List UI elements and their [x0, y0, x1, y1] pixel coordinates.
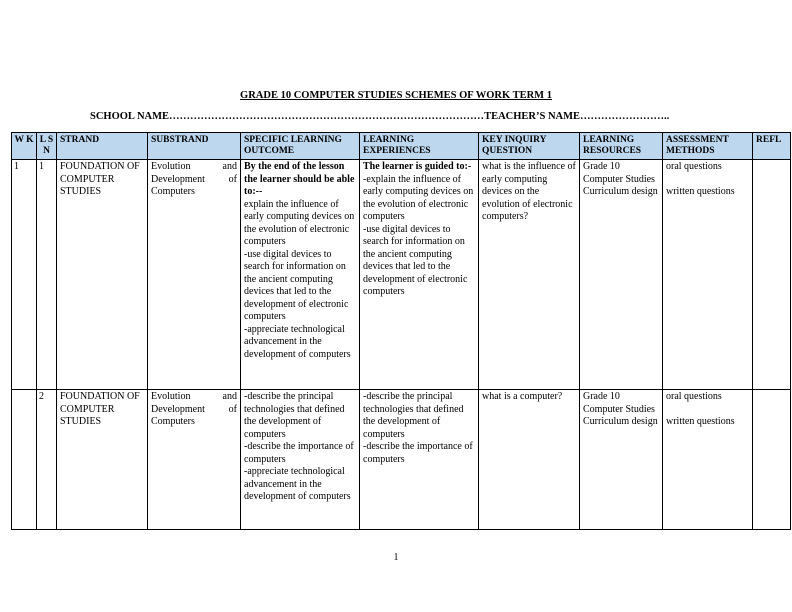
school-name-field: SCHOOL NAME………………………………………………………………………………	[90, 111, 485, 122]
cell-resources: Grade 10 Computer Studies Curriculum design	[580, 160, 663, 390]
header-reflection: REFL	[753, 133, 791, 160]
cell-strand: FOUNDATION OF COMPUTER STUDIES	[57, 390, 148, 530]
header-inquiry: KEY INQUIRY QUESTION	[479, 133, 580, 160]
cell-assessment	[663, 390, 753, 530]
experiences-intro: The learner is guided to:-	[363, 161, 472, 172]
cell-reflection	[753, 390, 791, 530]
cell-inquiry: what is a computer?	[479, 390, 580, 530]
name-fields-line	[90, 111, 669, 122]
outcome-item: explain the influence of early computing devices on the evolution of electronic computers	[244, 198, 355, 247]
cell-outcome	[241, 160, 360, 390]
cell-lesson: 2	[37, 390, 57, 530]
experience-item: -explain the influence of early computing devices on the evolution of electronic computers	[363, 173, 474, 222]
document-title: GRADE 10 COMPUTER STUDIES SCHEMES OF WORK TERM 1	[240, 90, 552, 101]
cell-inquiry: what is the influence of early computing devices on the evolution of electronic computers?	[479, 160, 580, 390]
outcome-item: -describe the principal technologies that defined the development of computers	[244, 391, 345, 440]
teacher-name-field: TEACHER’S NAME……………………..	[484, 111, 670, 122]
header-lesson: L S N	[37, 133, 57, 160]
assessment-item: oral questions	[666, 391, 722, 402]
cell-experiences	[360, 390, 479, 530]
header-assessment: ASSESSMENT METHODS	[663, 133, 753, 160]
cell-lesson: 1	[37, 160, 57, 390]
cell-reflection	[753, 160, 791, 390]
cell-substrand: Evolution and Development of Computers	[148, 160, 241, 390]
header-experiences: LEARNING EXPERIENCES	[360, 133, 479, 160]
cell-week: 1	[12, 160, 37, 390]
outcome-item: -describe the importance of computers	[244, 441, 354, 465]
outcome-intro: By the end of the lesson the learner should be able to:--	[244, 161, 355, 197]
header-substrand: SUBSTRAND	[148, 133, 241, 160]
header-resources: LEARNING RESOURCES	[580, 133, 663, 160]
outcome-item: -appreciate technological advancement in the development of computers	[244, 466, 351, 502]
assessment-item: written questions	[666, 185, 735, 197]
assessment-item: oral questions	[666, 161, 722, 172]
cell-resources: Grade 10 Computer Studies Curriculum design	[580, 390, 663, 530]
outcome-item: -use digital devices to search for information on the ancient computing devices that led to the development of electronic computers	[244, 248, 349, 322]
cell-strand: FOUNDATION OF COMPUTER STUDIES	[57, 160, 148, 390]
page-number: 1	[393, 552, 399, 563]
cell-outcome	[241, 390, 360, 530]
schemes-of-work-table	[11, 132, 791, 530]
header-outcome: SPECIFIC LEARNING OUTCOME	[241, 133, 360, 160]
header-week: W K	[12, 133, 37, 160]
cell-experiences	[360, 160, 479, 390]
experience-item: -use digital devices to search for information on the ancient computing devices that led to the development of electronic computers	[363, 223, 468, 297]
outcome-item: -appreciate technological advancement in the development of computers	[244, 323, 351, 360]
experience-item: -describe the principal technologies that defined the development of computers	[363, 391, 464, 440]
cell-substrand: Evolution and Development of Computers	[148, 390, 241, 530]
cell-week	[12, 390, 37, 530]
table-row	[12, 390, 791, 530]
cell-assessment	[663, 160, 753, 390]
table-row	[12, 160, 791, 390]
table-header-row	[12, 133, 791, 160]
assessment-item: written questions	[666, 415, 735, 427]
experience-item: -describe the importance of computers	[363, 441, 473, 465]
header-strand: STRAND	[57, 133, 148, 160]
